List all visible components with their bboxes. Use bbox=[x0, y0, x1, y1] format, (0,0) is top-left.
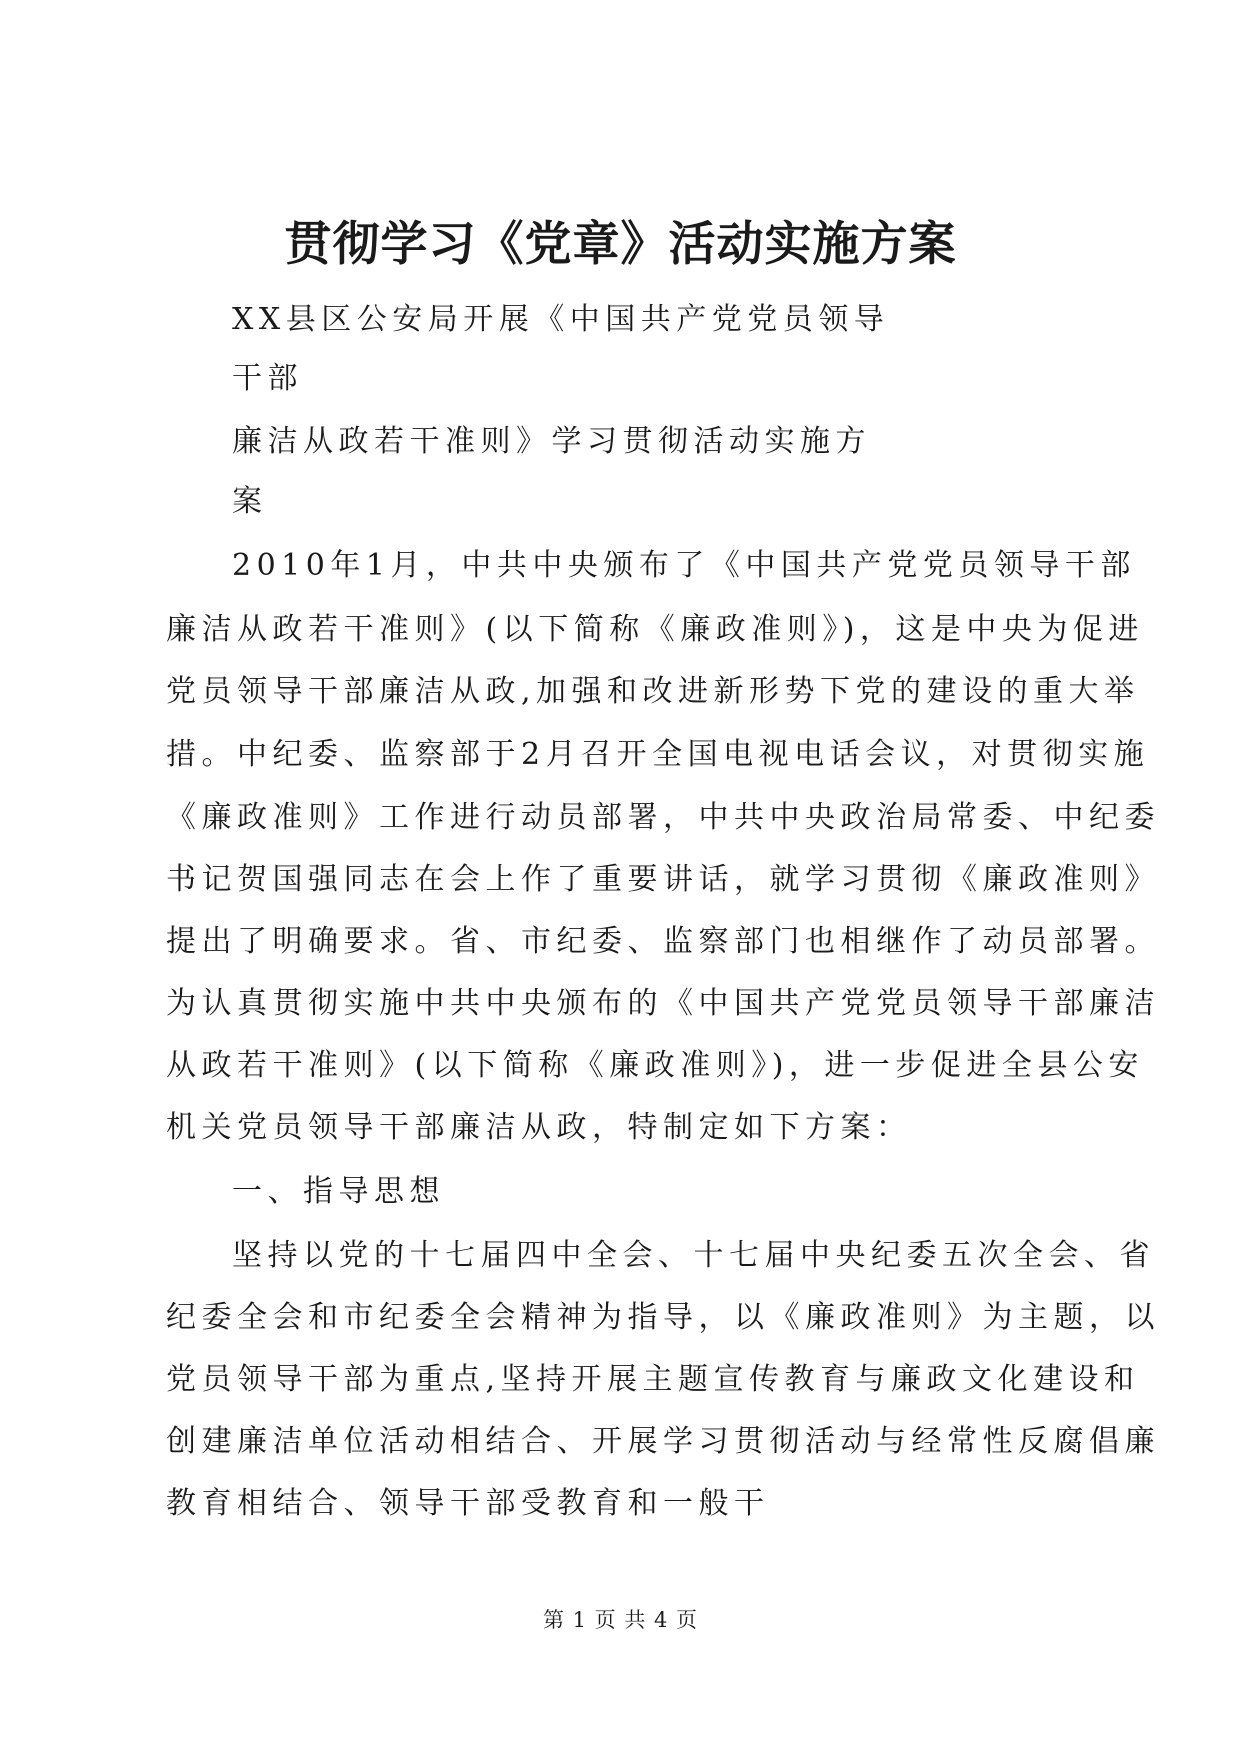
paragraph-line: 提出了明确要求。省、市纪委、监察部门也相继作了动员部署。 bbox=[166, 924, 1160, 959]
subtitle-line: 廉洁从政若干准则》学习贯彻活动实施方 bbox=[232, 424, 871, 459]
paragraph-line: 教育相结合、领导干部受教育和一般干 bbox=[166, 1486, 770, 1521]
paragraph-line: 措。中纪委、监察部于2月召开全国电视电话会议，对贯彻实施 bbox=[166, 737, 1150, 772]
paragraph-line: 党员领导干部廉洁从政,加强和改进新形势下党的建设的重大举 bbox=[166, 674, 1140, 709]
paragraph-line: 2010年1月，中共中央颁布了《中国共产党党员领导干部 bbox=[232, 548, 1136, 583]
paragraph-line: 《廉政准则》工作进行动员部署，中共中央政治局常委、中纪委 bbox=[166, 800, 1160, 835]
page-number-footer: 第 1 页 共 4 页 bbox=[542, 1608, 699, 1632]
paragraph-line: 纪委全会和市纪委全会精神为指导，以《廉政准则》为主题，以 bbox=[166, 1300, 1160, 1335]
document-title: 贯彻学习《党章》活动实施方案 bbox=[284, 217, 957, 272]
subtitle-line: XX县区公安局开展《中国共产党党员领导 bbox=[232, 302, 890, 337]
paragraph-line: 书记贺国强同志在会上作了重要讲话，就学习贯彻《廉政准则》 bbox=[166, 862, 1160, 897]
paragraph-line: 为认真贯彻实施中共中央颁布的《中国共产党党员领导干部廉洁 bbox=[166, 986, 1160, 1021]
paragraph-line: 坚持以党的十七届四中全会、十七届中央纪委五次全会、省 bbox=[232, 1238, 1155, 1273]
paragraph-line: 机关党员领导干部廉洁从政，特制定如下方案： bbox=[166, 1110, 912, 1145]
paragraph-line: 创建廉洁单位活动相结合、开展学习贯彻活动与经常性反腐倡廉 bbox=[166, 1424, 1160, 1459]
paragraph-line: 从政若干准则》(以下简称《廉政准则》)，进一步促进全县公安 bbox=[166, 1048, 1144, 1083]
subtitle-line: 干部 bbox=[232, 361, 303, 396]
section-heading: 一、指导思想 bbox=[232, 1174, 445, 1209]
subtitle-line: 案 bbox=[232, 484, 268, 519]
paragraph-line: 廉洁从政若干准则》(以下简称《廉政准则》)，这是中央为促进 bbox=[166, 612, 1144, 647]
paragraph-line: 党员领导干部为重点,坚持开展主题宣传教育与廉政文化建设和 bbox=[166, 1362, 1140, 1397]
